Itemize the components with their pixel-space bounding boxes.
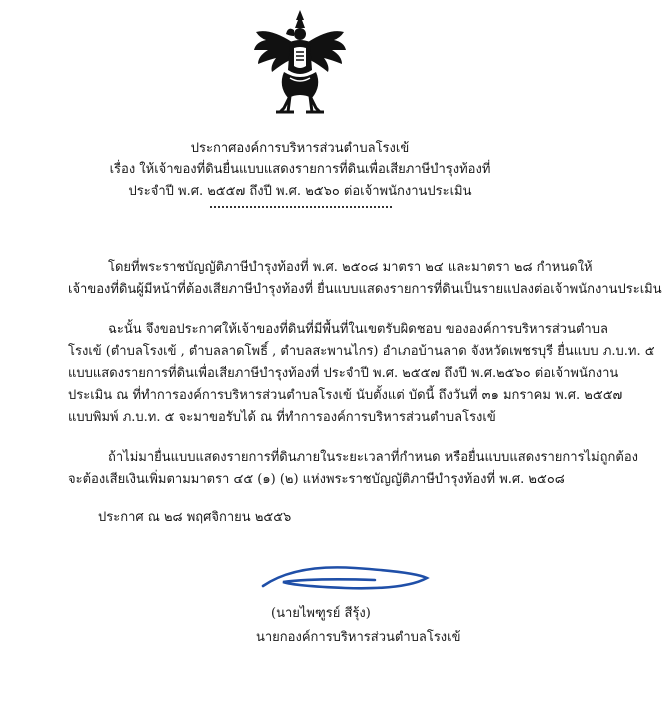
paragraph-3-line-2: จะต้องเสียเงินเพิ่มตามมาตรา ๔๕ (๑) (๒) แห่งพระราชบัญญัติภาษีบำรุงท้องที่ พ.ศ. ๒๕๐๘ (68, 472, 565, 487)
garuda-emblem-icon (250, 8, 350, 116)
dotted-divider (210, 206, 392, 208)
signatory-name: (นายไพฑูรย์ สีรุ้ง) (271, 606, 371, 621)
paragraph-2-line-3: แบบแสดงรายการที่ดินเพื่อเสียภาษีบำรุงท้องที่ ประจำปี พ.ศ. ๒๕๕๗ ถึงปี พ.ศ.๒๕๖๐ ต่อเจ้าพนักงาน (68, 366, 619, 381)
paragraph-1-line-1: โดยที่พระราชบัญญัติภาษีบำรุงท้องที่ พ.ศ. ๒๕๐๘ มาตรา ๒๔ และมาตรา ๒๘ กำหนดให้ (108, 260, 593, 275)
announcement-title: ประกาศองค์การบริหารส่วนตำบลโรงเข้ (190, 141, 410, 156)
paragraph-1-line-2: เจ้าของที่ดินผู้มีหน้าที่ต้องเสียภาษีบำรุงท้องที่ ยื่นแบบแสดงรายการที่ดินเป็นรายแปลงต่อเจ้าพนักงานประเมิน (68, 282, 662, 297)
announcement-date: ประกาศ ณ ๒๘ พฤศจิกายน ๒๕๕๖ (98, 510, 292, 525)
paragraph-3-line-1: ถ้าไม่มายื่นแบบแสดงรายการที่ดินภายในระยะเวลาที่กำหนด หรือยื่นแบบแสดงรายการไม่ถูกต้อง (108, 450, 639, 465)
paragraph-2-line-2: โรงเข้ (ตำบลโรงเข้ , ตำบลลาดโพธิ์ , ตำบลสะพานไกร) อำเภอบ้านลาด จังหวัดเพชรบุรี ยื่นแบบ ภ.บ.ท. ๕ (68, 344, 655, 359)
paragraph-2-line-4: ประเมิน ณ ที่ทำการองค์การบริหารส่วนตำบลโรงเข้ นับตั้งแต่ บัดนี้ ถึงวันที่ ๓๑ มกราคม พ.ศ. ๒๕๕๗ (68, 388, 623, 403)
paragraph-2-line-1: ฉะนั้น จึงขอประกาศให้เจ้าของที่ดินที่มีพื้นที่ในเขตรับผิดชอบ ขององค์การบริหารส่วนตำบล (108, 322, 608, 337)
signature-scribble (255, 560, 435, 600)
announcement-period: ประจำปี พ.ศ. ๒๕๕๗ ถึงปี พ.ศ. ๒๕๖๐ ต่อเจ้าพนักงานประเมิน (128, 184, 472, 199)
paragraph-2-line-5: แบบพิมพ์ ภ.บ.ท. ๕ จะมาขอรับได้ ณ ที่ทำการองค์การบริหารส่วนตำบลโรงเข้ (68, 410, 496, 425)
signatory-title: นายกองค์การบริหารส่วนตำบลโรงเข้ (256, 630, 461, 645)
announcement-subject: เรื่อง ให้เจ้าของที่ดินยื่นแบบแสดงรายการที่ดินเพื่อเสียภาษีบำรุงท้องที่ (109, 162, 491, 177)
